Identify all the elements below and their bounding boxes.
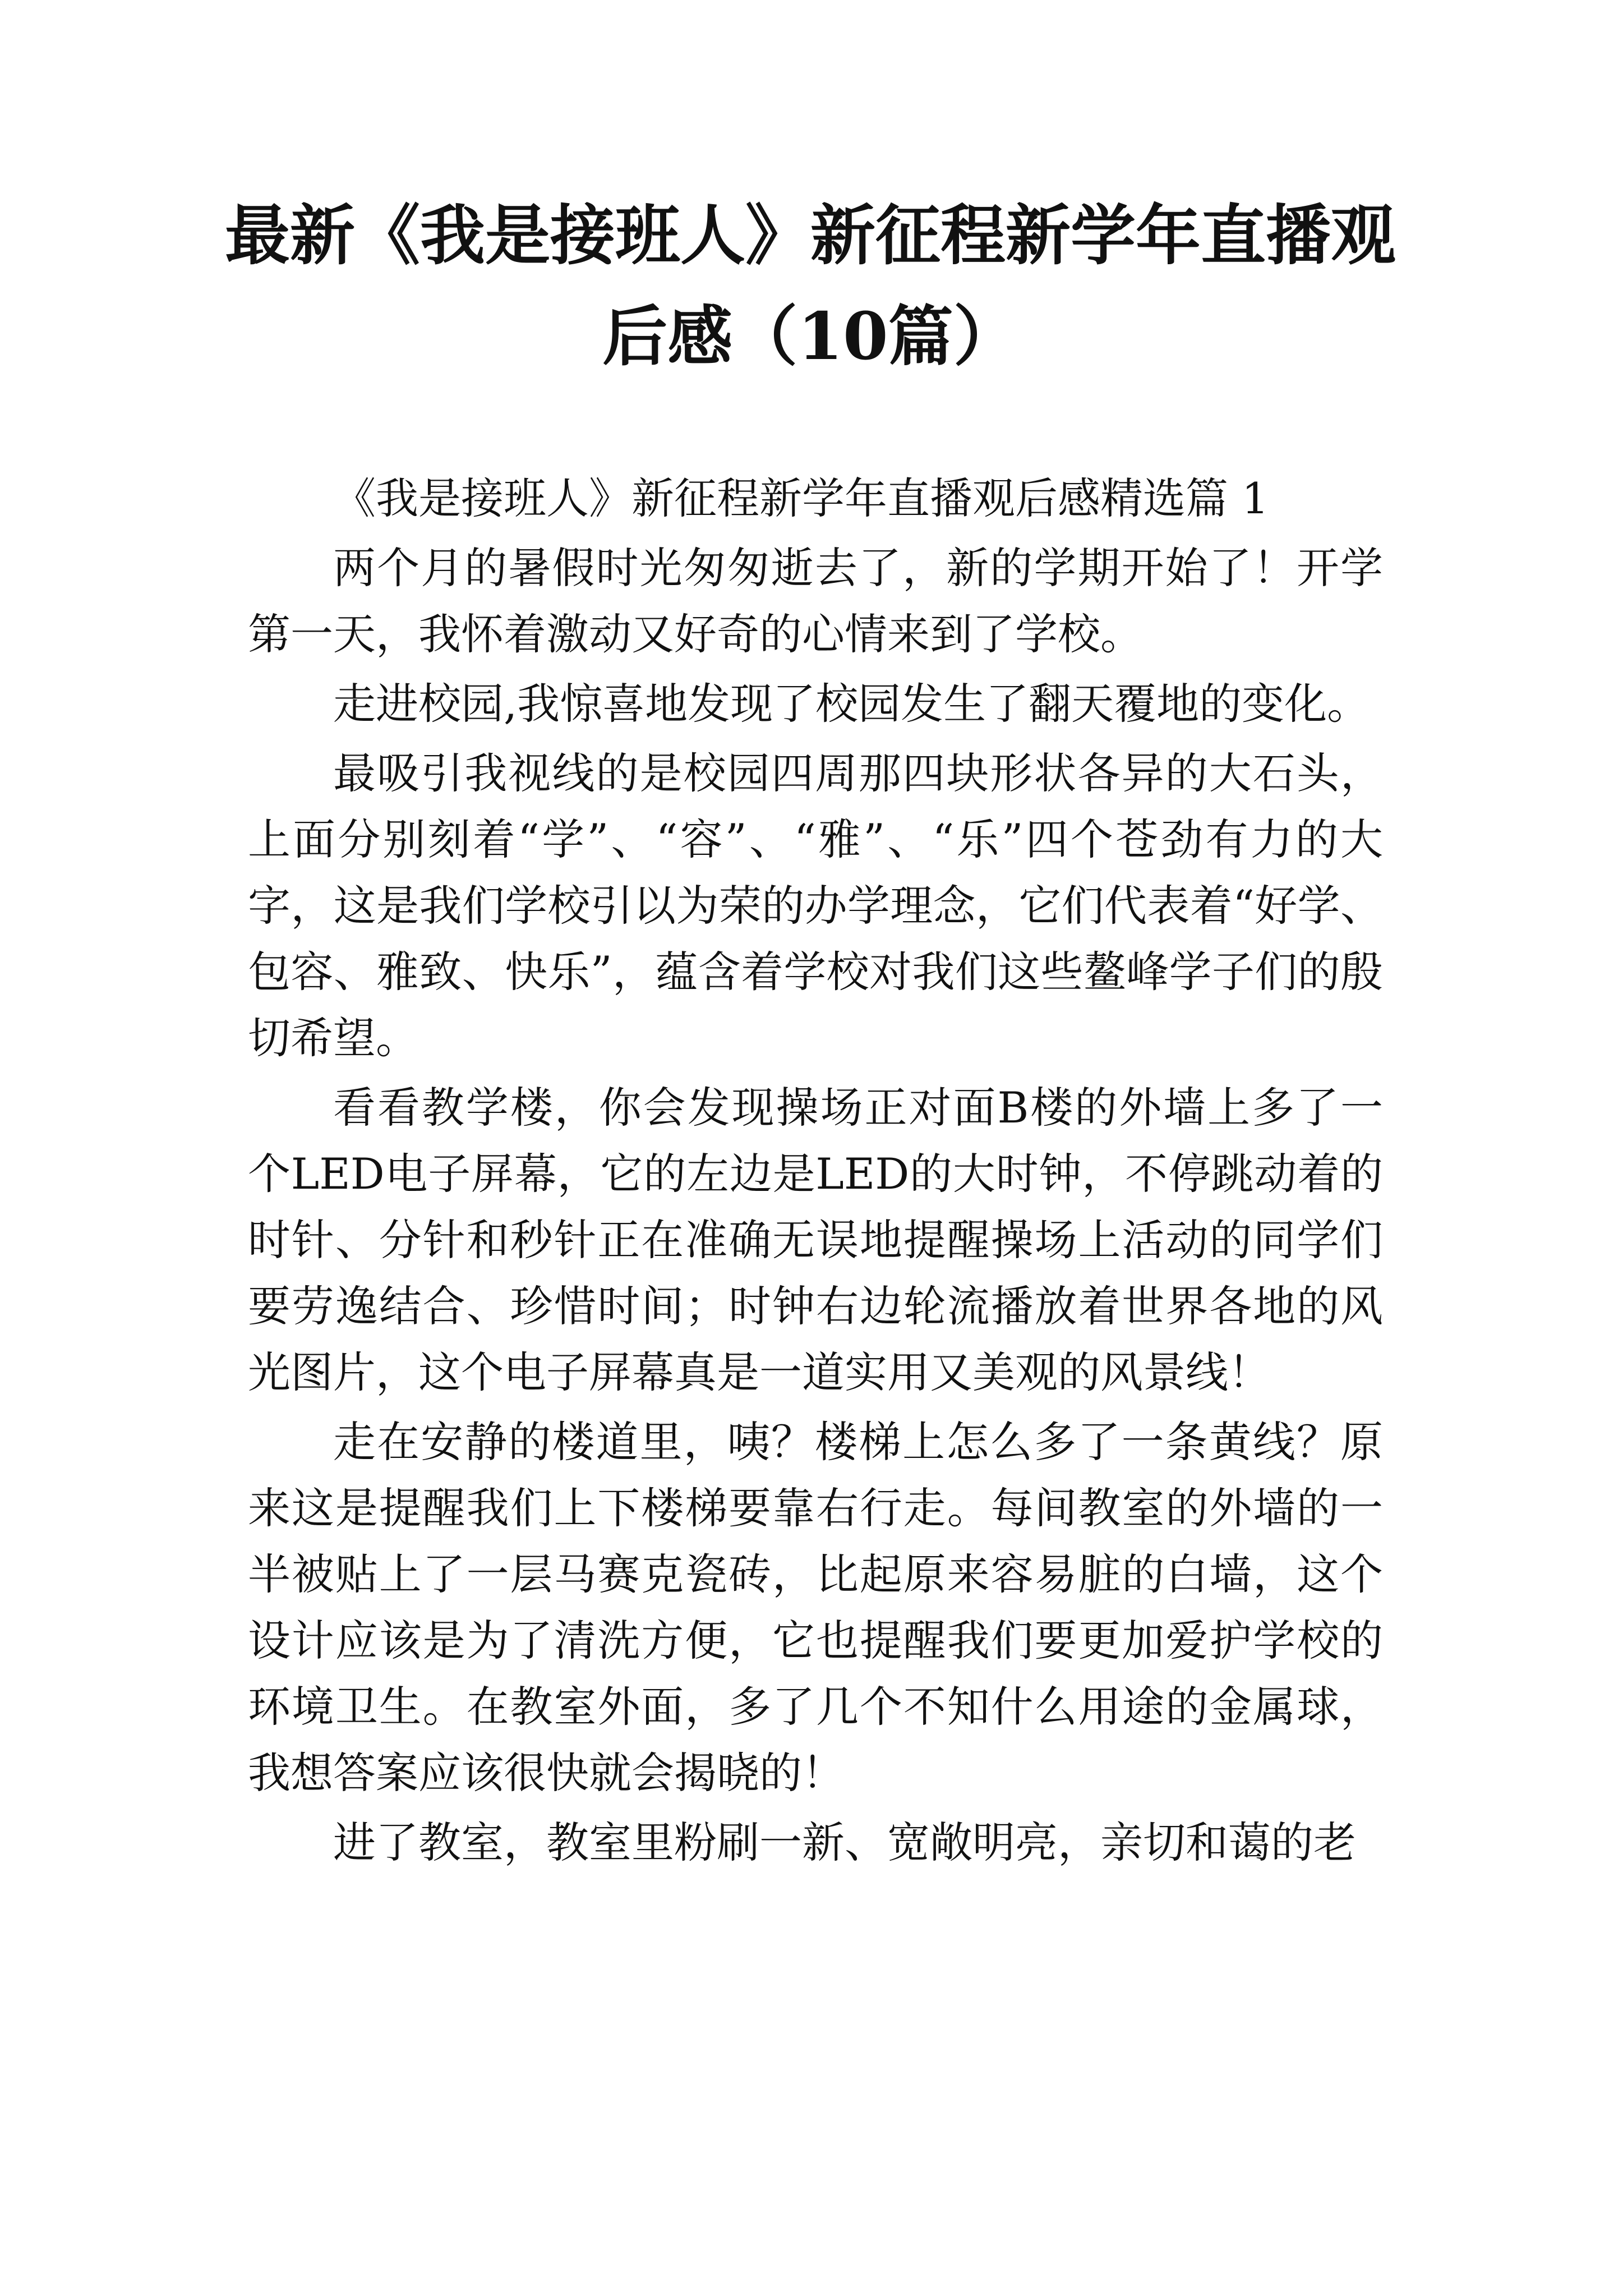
paragraph: 进了教室，教室里粉刷一新、宽敞明亮，亲切和蔼的老 xyxy=(333,1818,1356,1867)
paragraph: 看看教学楼，你会发现操场正对面B楼的外墙上多了一个LED电子屏幕，它的左边是LED的大时钟，不停跳动着的时针、分针和秒针正在准确无误地提醒操场上活动的同学们要劳逸结合、珍惜时间；时钟右边轮流播放着世界各地的风光图片，这个电子屏幕真是一道实用又美观的风景线！ xyxy=(248,1083,1383,1397)
section-heading: 《我是接班人》新征程新学年直播观后感精选篇 1 xyxy=(333,473,1269,523)
paragraph: 最吸引我视线的是校园四周那四块形状各异的大石头，上面分别刻着“学”、“容”、“雅”、“乐”四个苍劲有力的大字，这是我们学校引以为荣的办学理念，它们代表着“好学、包容、雅致、快乐”，蕴含着学校对我们这些鳌峰学子们的殷切希望。 xyxy=(248,748,1383,1063)
document-body xyxy=(248,466,1383,1879)
paragraph: 两个月的暑假时光匆匆逝去了，新的学期开始了！开学第一天，我怀着激动又好奇的心情来到了学校。 xyxy=(248,543,1383,659)
paragraph: 走在安静的楼道里，咦？楼梯上怎么多了一条黄线？原来这是提醒我们上下楼梯要靠右行走。每间教室的外墙的一半被贴上了一层马赛克瓷砖，比起原来容易脏的白墙，这个设计应该是为了清洗方便，它也提醒我们要更加爱护学校的环境卫生。在教室外面，多了几个不知什么用途的金属球，我想答案应该很快就会揭晓的！ xyxy=(248,1417,1383,1798)
paragraph: 走进校园,我惊喜地发现了校园发生了翻天覆地的变化。 xyxy=(333,679,1370,729)
document-title: 最新《我是接班人》新征程新学年直播观后感（10篇） xyxy=(225,197,1396,375)
